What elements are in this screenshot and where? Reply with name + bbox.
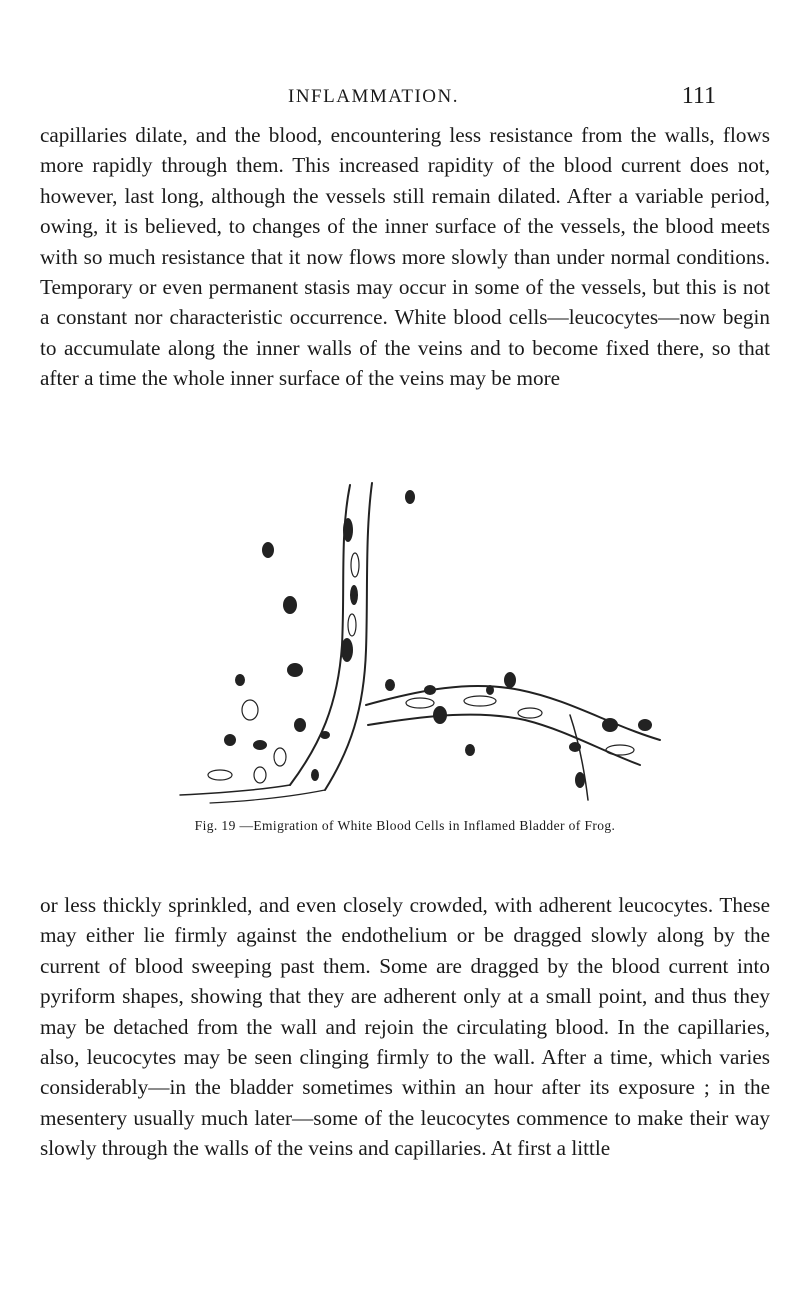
- page-header: [0, 83, 800, 118]
- figure-illustration: [140, 475, 720, 805]
- page-number: 111: [681, 83, 716, 109]
- paragraph-top: capillaries dilate, and the blood, encountering less resistance from the walls, flows more rapidly through them. This increased rapidity of the blood current does not, however, last long, although the vessels still remain dilated. After a variable period, owing, it is believed, to changes of the inner surface of the vessels, the blood meets with so much resistance that it now flows more slowly than under normal conditions. Temporary or even permanent stasis may occur in some of the vessels, but this is not a constant nor characteristic occurrence. White blood cells—leucocytes—now begin to accumulate along the inner walls of the veins and to become fixed there, so that after a time the whole inner surface of the veins may be more: [40, 123, 770, 391]
- running-head: INFLAMMATION.: [288, 86, 459, 107]
- paragraph-bottom: or less thickly sprinkled, and even closely crowded, with adherent leucocytes. These may either lie firmly against the endothelium or be dragged slowly along by the current of blood sweeping past them. Some are dragged by the blood current into pyriform shapes, showing that they are adherent only at a small point, and thus they may be detached from the wall and rejoin the circulating blood. In the capillaries, also, leucocytes may be seen clinging firmly to the wall. After a time, which varies considerably—in the bladder sometimes within an hour after its exposure ; in the mesentery usually much later—some of the leucocytes commence to make their way slowly through the walls of the veins and capillaries. At first a little: [40, 893, 770, 1161]
- blood-vessel-illustration: [140, 475, 720, 805]
- figure-caption: Fig. 19 —Emigration of White Blood Cells in Inflamed Bladder of Frog.: [194, 818, 616, 833]
